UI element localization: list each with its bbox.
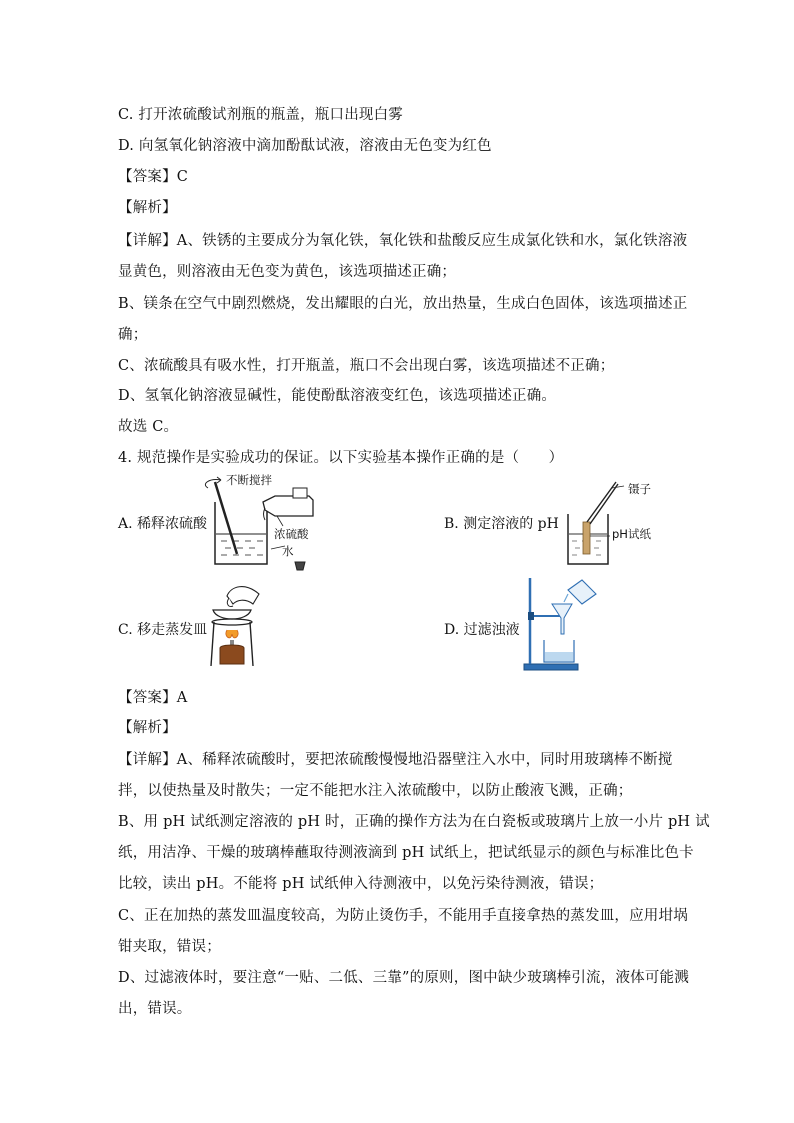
detail-line: C、浓硫酸具有吸水性，打开瓶盖，瓶口不会出现白雾，该选项描述不正确； (118, 358, 615, 374)
detail-line: 确； (118, 327, 148, 343)
ph-test-figure (560, 478, 680, 568)
detail-line: B、镁条在空气中剧烈燃烧，发出耀眼的白光，放出热量，生成白色固体，该选项描述正 (118, 296, 688, 312)
evaporating-dish-figure (205, 578, 265, 670)
filtration-figure (522, 576, 612, 676)
detail-line: 比较，读出 pH。不能将 pH 试纸伸入待测液中，以免污染待测液，错误； (118, 876, 604, 892)
water-label: 水 (282, 544, 294, 558)
detail-line: 拌，以使热量及时散失；一定不能把水注入浓硫酸中，以防止酸液飞溅，正确； (118, 783, 633, 799)
detail-line: D、过滤液体时，要注意“一贴、二低、三靠”的原则，图中缺少玻璃棒引流，液体可能溅 (118, 970, 689, 986)
option-d-text: D. 向氢氧化钠溶液中滴加酚酞试液，溶液由无色变为红色 (118, 138, 492, 154)
detail-line: 【详解】A、稀释浓硫酸时，要把浓硫酸慢慢地沿器壁注入水中，同时用玻璃棒不断搅 (118, 752, 673, 768)
detail-line: B、用 pH 试纸测定溶液的 pH 时，正确的操作方法为在白瓷板或玻璃片上放一小片 pH 试 (118, 814, 710, 830)
analysis-label: 【解析】 (118, 720, 177, 736)
detail-line: 出，错误。 (118, 1001, 192, 1017)
tweezers-label: 镊子 (628, 482, 651, 496)
detail-line: D、氢氧化钠溶液显碱性，能使酚酞溶液变红色，该选项描述正确。 (118, 388, 557, 404)
detail-line: C、正在加热的蒸发皿温度较高，为防止烫伤手，不能用手直接拿热的蒸发皿，应用坩埚 (118, 908, 688, 924)
detail-line: 显黄色，则溶液由无色变为黄色，该选项描述正确； (118, 264, 457, 280)
detail-line: 【详解】A、铁锈的主要成分为氧化铁，氧化铁和盐酸反应生成氯化铁和水，氯化铁溶液 (118, 233, 688, 249)
question-stem: 4. 规范操作是实验成功的保证。以下实验基本操作正确的是（ ） (118, 450, 564, 466)
dilute-acid-figure (205, 474, 325, 574)
choose-line: 故选 C。 (118, 419, 179, 435)
option-b-label: B. 测定溶液的 pH (444, 516, 559, 532)
option-d-label: D. 过滤浊液 (444, 622, 520, 638)
acid-label: 浓硫酸 (274, 527, 309, 541)
detail-line: 钳夹取，错误； (118, 939, 221, 955)
ph-paper-label: pH试纸 (612, 527, 651, 541)
option-c-label: C. 移走蒸发皿 (118, 622, 208, 638)
analysis-label: 【解析】 (118, 200, 177, 216)
option-c-text: C. 打开浓硫酸试剂瓶的瓶盖，瓶口出现白雾 (118, 107, 403, 123)
detail-line: 纸，用洁净、干燥的玻璃棒蘸取待测液滴到 pH 试纸上，把试纸显示的颜色与标准比色卡 (118, 845, 694, 861)
stir-label: 不断搅拌 (226, 473, 272, 487)
option-a-label: A. 稀释浓硫酸 (118, 516, 208, 532)
answer-label: 【答案】A (118, 690, 188, 706)
answer-label: 【答案】C (118, 169, 189, 185)
